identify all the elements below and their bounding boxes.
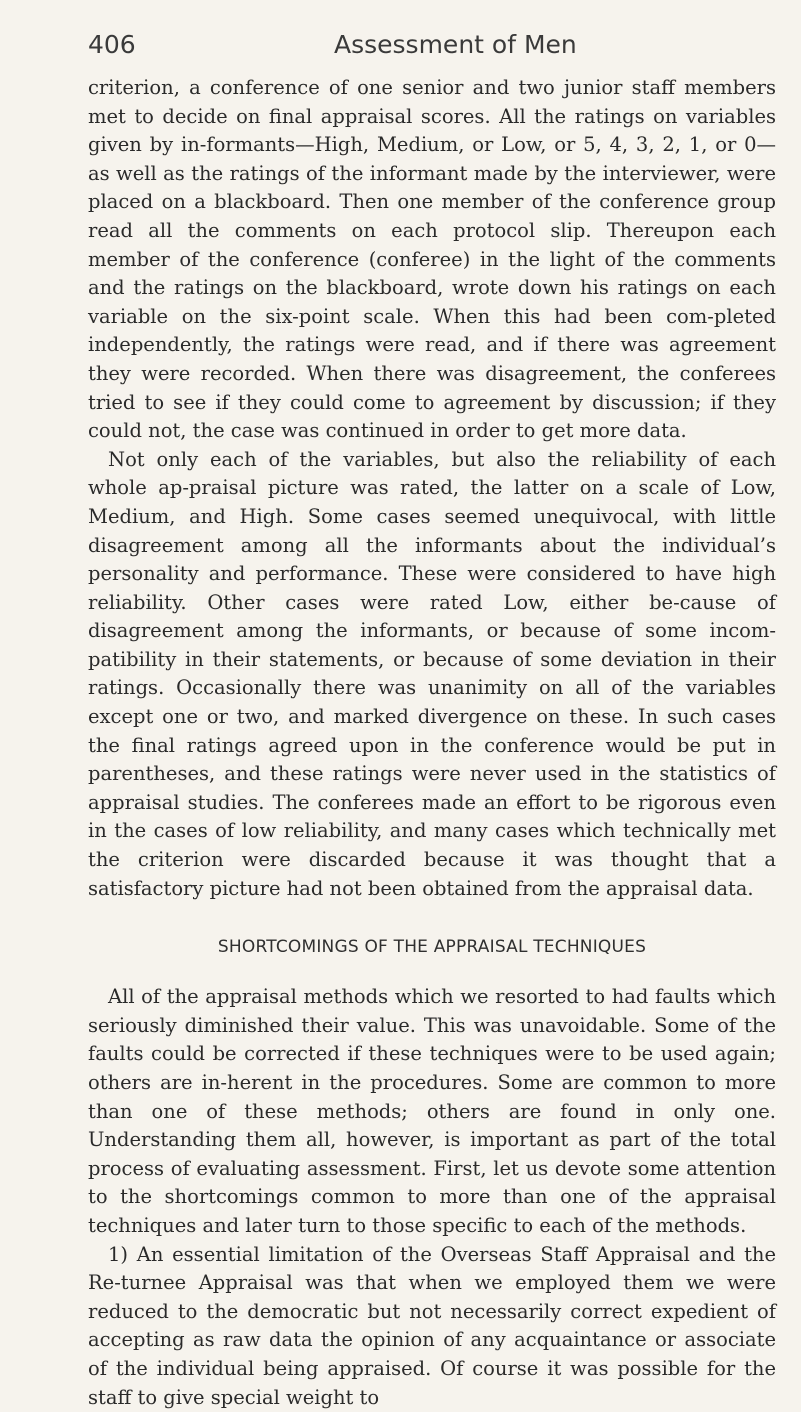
book-page — [88, 30, 776, 1412]
body-paragraph-1: criterion, a conference of one senior and two junior staff members met to decide on final appraisal scores. All the ratings on variables given by in-formants—High, Medium, or Low, or 5, 4, 3, 2, 1, or 0—as well as the ratings of the informant made by the interviewer, were placed on a blackboard. Then one member of the conference group read all the comments on each protocol slip. Thereupon each member of the conference (conferee) in the light of the comments and the ratings on the blackboard, wrote down his ratings on each variable on the six-point scale. When this had been com-pleted independently, the ratings were read, and if there was agreement they were recorded. When there was disagreement, the conferees tried to see if they could come to agreement by discussion; if they could not, the case was continued in order to get more data. — [88, 76, 776, 443]
page-number: 406 — [88, 30, 136, 59]
body-paragraph-4: 1) An essential limitation of the Overseas Staff Appraisal and the Re-turnee Appraisal was that when we employed them we were reduced to the democratic but not necessarily correct expedient of accepting as raw data the opinion of any acquaintance or associate of the individual being appraised. Of course it was possible for the staff to give special weight to — [88, 1242, 776, 1409]
section-heading: SHORTCOMINGS OF THE APPRAISAL TECHNIQUES — [217, 937, 647, 958]
running-head — [88, 30, 776, 74]
body-paragraph-2: Not only each of the variables, but also the reliability of each whole ap-praisal picture was rated, the latter on a scale of Low, Medium, and High. Some cases seemed unequivocal, with little disagreement among all the informants about the individual’s personality and performance. These were considered to have high reliability. Other cases were rated Low, either be-cause of disagreement among the informants, or because of some incom-patibility in their statements, or because of some deviation in their ratings. Occasionally there was unanimity on all of the variables except one or two, and marked divergence on these. In such cases the final ratings agreed upon in the conference would be put in parentheses, and these ratings were never used in the statistics of appraisal studies. The conferees made an effort to be rigorous even in the cases of low reliability, and many cases which technically met the criterion were discarded because it was thought that a satisfactory picture had not been obtained from the appraisal data. — [88, 447, 776, 900]
body-paragraph-3: All of the appraisal methods which we resorted to had faults which seriously diminished their value. This was unavoidable. Some of the faults could be corrected if these techniques were to be used again; others are in-herent in the procedures. Some are common to more than one of these methods; others are found in only one. Understanding them all, however, is important as part of the total process of evaluating assessment. First, let us devote some attention to the shortcomings common to more than one of the appraisal techniques and later turn to those specific to each of the methods. — [88, 985, 776, 1237]
running-title: Assessment of Men — [334, 30, 577, 59]
